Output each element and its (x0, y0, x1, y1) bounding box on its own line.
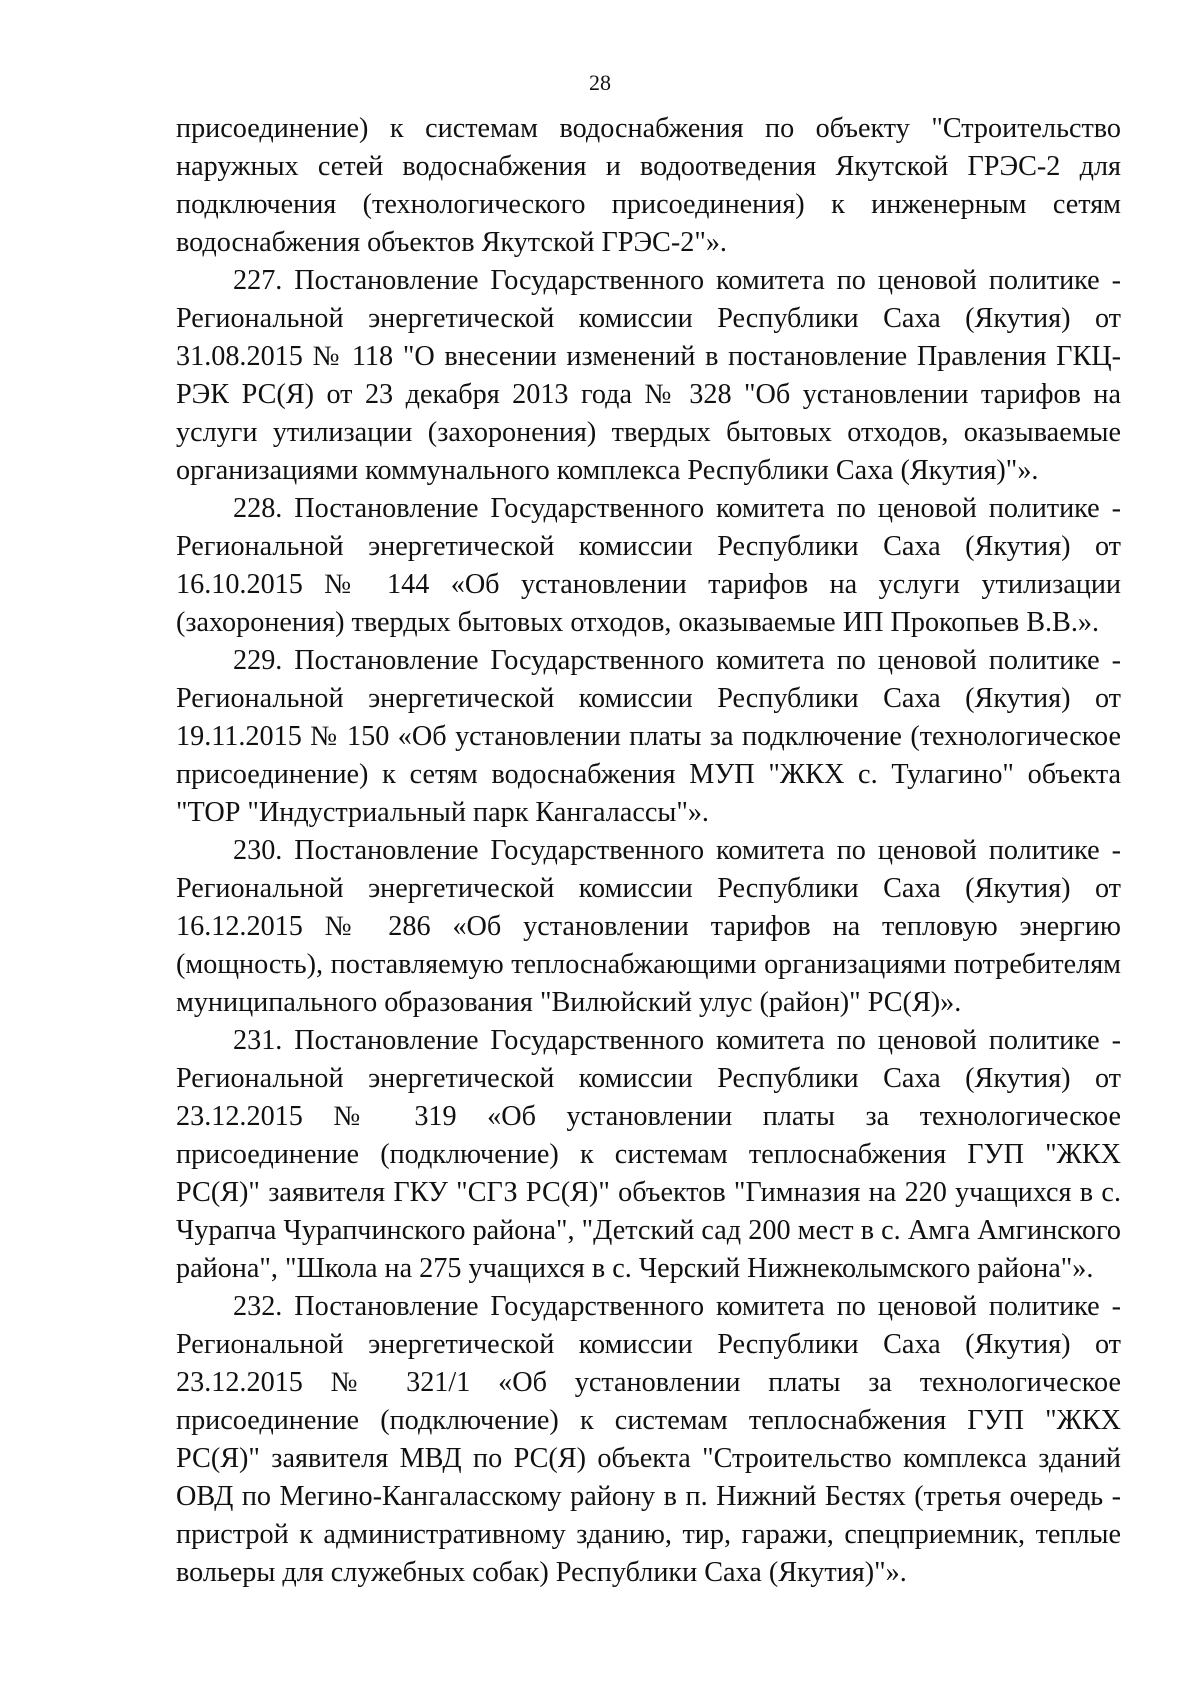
page-number: 28 (589, 70, 611, 95)
list-item-230: 230. Постановление Государственного комитета по ценовой политике - Региональной энергетической комиссии Республики Саха (Якутия) от 16.12.2015 № 286 «Об установлении тарифов на тепловую энергию (мощность), поставляемую теплоснабжающими организациями потребителям муниципального образования "Вилюйский улус (район)" РС(Я)». (176, 835, 1121, 1018)
list-item-231: 231. Постановление Государственного комитета по ценовой политике - Региональной энергетической комиссии Республики Саха (Якутия) от 23.12.2015 № 319 «Об установлении платы за технологическое присоединение (подключение) к системам теплоснабжения ГУП "ЖКХ РС(Я)" заявителя ГКУ "СГЗ РС(Я)" объектов "Гимназия на 220 учащихся в с. Чурапча Чурапчинского района", "Детский сад 200 мест в с. Амга Амгинского района", "Школа на 275 учащихся в с. Черский Нижнеколымского района"». (176, 1025, 1121, 1284)
paragraph-continuation: присоединение) к системам водоснабжения по объекту "Строительство наружных сетей водоснабжения и водоотведения Якутской ГРЭС-2 для подключения (технологического присоединения) к инженерным сетям водоснабжения объектов Якутской ГРЭС-2"». (176, 113, 1121, 258)
list-item-229: 229. Постановление Государственного комитета по ценовой политике - Региональной энергетической комиссии Республики Саха (Якутия) от 19.11.2015 № 150 «Об установлении платы за подключение (технологическое присоединение) к сетям водоснабжения МУП "ЖКХ с. Тулагино" объекта "ТОР "Индустриальный парк Кангалассы"». (176, 645, 1121, 828)
list-item-227: 227. Постановление Государственного комитета по ценовой политике - Региональной энергетической комиссии Республики Саха (Якутия) от 31.08.2015 № 118 "О внесении изменений в постановление Правления ГКЦ-РЭК РС(Я) от 23 декабря 2013 года № 328 "Об установлении тарифов на услуги утилизации (захоронения) твердых бытовых отходов, оказываемые организациями коммунального комплекса Республики Саха (Якутия)"». (176, 265, 1121, 486)
list-item-228: 228. Постановление Государственного комитета по ценовой политике - Региональной энергетической комиссии Республики Саха (Якутия) от 16.10.2015 № 144 «Об установлении тарифов на услуги утилизации (захоронения) твердых бытовых отходов, оказываемые ИП Прокопьев В.В.». (176, 493, 1121, 638)
document-body (176, 110, 1121, 1592)
list-item-232: 232. Постановление Государственного комитета по ценовой политике - Региональной энергетической комиссии Республики Саха (Якутия) от 23.12.2015 № 321/1 «Об установлении платы за технологическое присоединение (подключение) к системам теплоснабжения ГУП "ЖКХ РС(Я)" заявителя МВД по РС(Я) объекта "Строительство комплекса зданий ОВД по Мегино-Кангаласскому району в п. Нижний Бестях (третья очередь - пристрой к административному зданию, тир, гаражи, спецприемник, теплые вольеры для служебных собак) Республики Саха (Якутия)"». (176, 1291, 1121, 1588)
